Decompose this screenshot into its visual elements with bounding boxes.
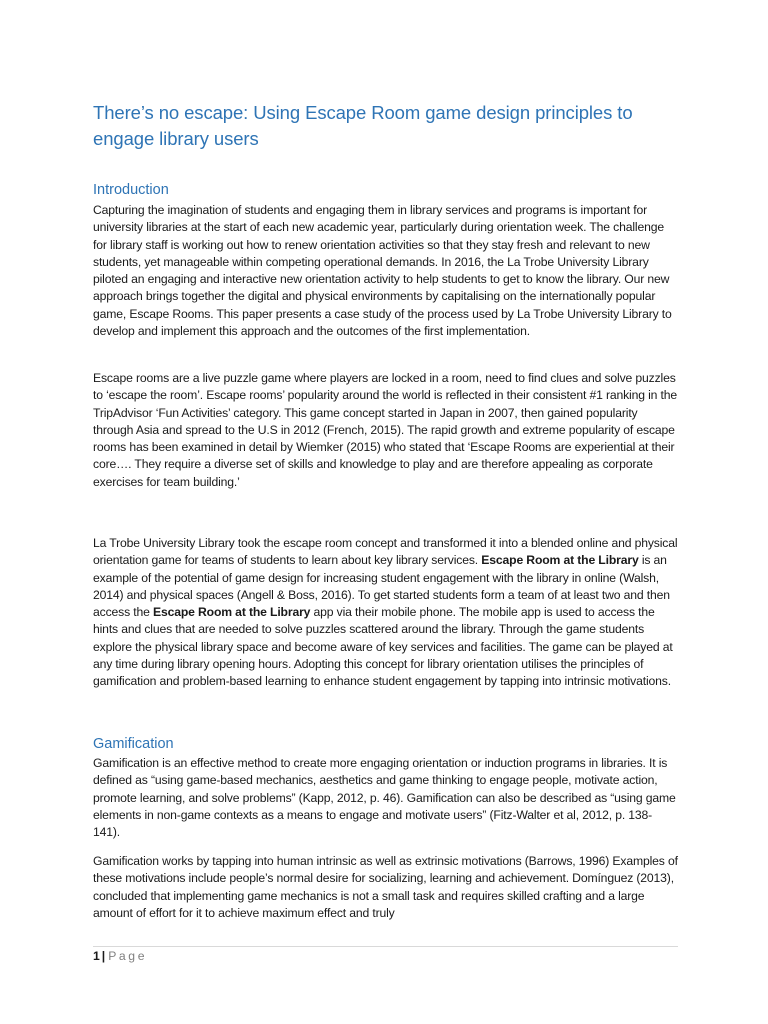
paragraph-text: La Trobe University Library took the escape room concept and transformed it into a blended online and physical orientation game for teams of students to learn about key library services.: [93, 536, 678, 568]
document-page: [93, 0, 678, 1024]
paragraph-intro-2: Escape rooms are a live puzzle game where players are locked in a room, need to find clues and solve puzzles to ‘escape the room’. Escape rooms’ popularity around the world is reflected in their consistent #1 ranking in the TripAdvisor ‘Fun Activities’ category. This game concept started in Japan in 2007, then gained popularity through Asia and spread to the U.S in 2012 (French, 2015). The rapid growth and extreme popularity of escape rooms has been examined in detail by Wiemker (2015) who stated that ‘Escape Rooms are experiential at their core…. They require a diverse set of skills and knowledge to play and are therefore appealing as corporate exercises for team building.’: [93, 371, 678, 489]
page-label: Page: [108, 949, 148, 963]
footer-separator: |: [101, 949, 106, 963]
paragraph-gamification-2: Gamification works by tapping into human intrinsic as well as extrinsic motivations (Barrows, 1996) Examples of these motivations include people’s normal desire for socializing, learning and achievement. Domínguez (2013), concluded that implementing game mechanics is not a small task and requires skilled crafting and a large amount of effort for it to achieve maximum effect and truly: [93, 854, 678, 920]
section-heading-gamification: Gamification: [93, 736, 174, 752]
paragraph-intro-1: Capturing the imagination of students and engaging them in library services and programs is important for university libraries at the start of each new academic year, particularly during orientation week. The challenge for library staff is working out how to renew orientation activities so that they stay fresh and relevant to new students, yet manageable within competing operational demands. In 2016, the La Trobe University Library piloted an engaging and interactive new orientation activity to help students to get to know the library. Our new approach brings together the digital and physical environments by capitalising on the internationally popular game, Escape Rooms. This paper presents a case study of the process used by La Trobe University Library to develop and implement this approach and the outcomes of the first implementation.: [93, 203, 672, 338]
section-heading-introduction: Introduction: [93, 182, 169, 198]
bold-game-name: Escape Room at the Library: [481, 553, 639, 568]
page-footer: [93, 948, 147, 965]
paragraph-text: is an example of the potential of game design for increasing student engagement with the library in online (Walsh, 2014) and physical spaces (Angell & Boss, 2016). To get started students form a team of at least two and then access the: [93, 553, 670, 619]
paragraph-intro-3: [93, 535, 678, 690]
document-title: There’s no escape: Using Escape Room game design principles to engage library users: [93, 102, 633, 149]
footer-divider: [93, 946, 678, 947]
page-number: 1: [93, 949, 100, 963]
bold-game-name: Escape Room at the Library: [153, 605, 311, 619]
paragraph-text: app via their mobile phone. The mobile app is used to access the hints and clues that are needed to solve puzzles scattered around the library. Through the game students explore the physical library space and become aware of key services and facilities. The game can be played at any time during library opening hours. Adopting this concept for library orientation utilises the principles of gamification and problem-based learning to enhance student engagement by tapping into intrinsic motivations.: [93, 605, 673, 688]
paragraph-gamification-1: Gamification is an effective method to create more engaging orientation or induction programs in libraries. It is defined as “using game-based mechanics, aesthetics and game thinking to engage people, motivate action, promote learning, and solve problems” (Kapp, 2012, p. 46). Gamification can also be described as “using game elements in non-game contexts as a means to engage and motivate users” (Fitz-Walter et al, 2012, p. 138-141).: [93, 756, 676, 839]
